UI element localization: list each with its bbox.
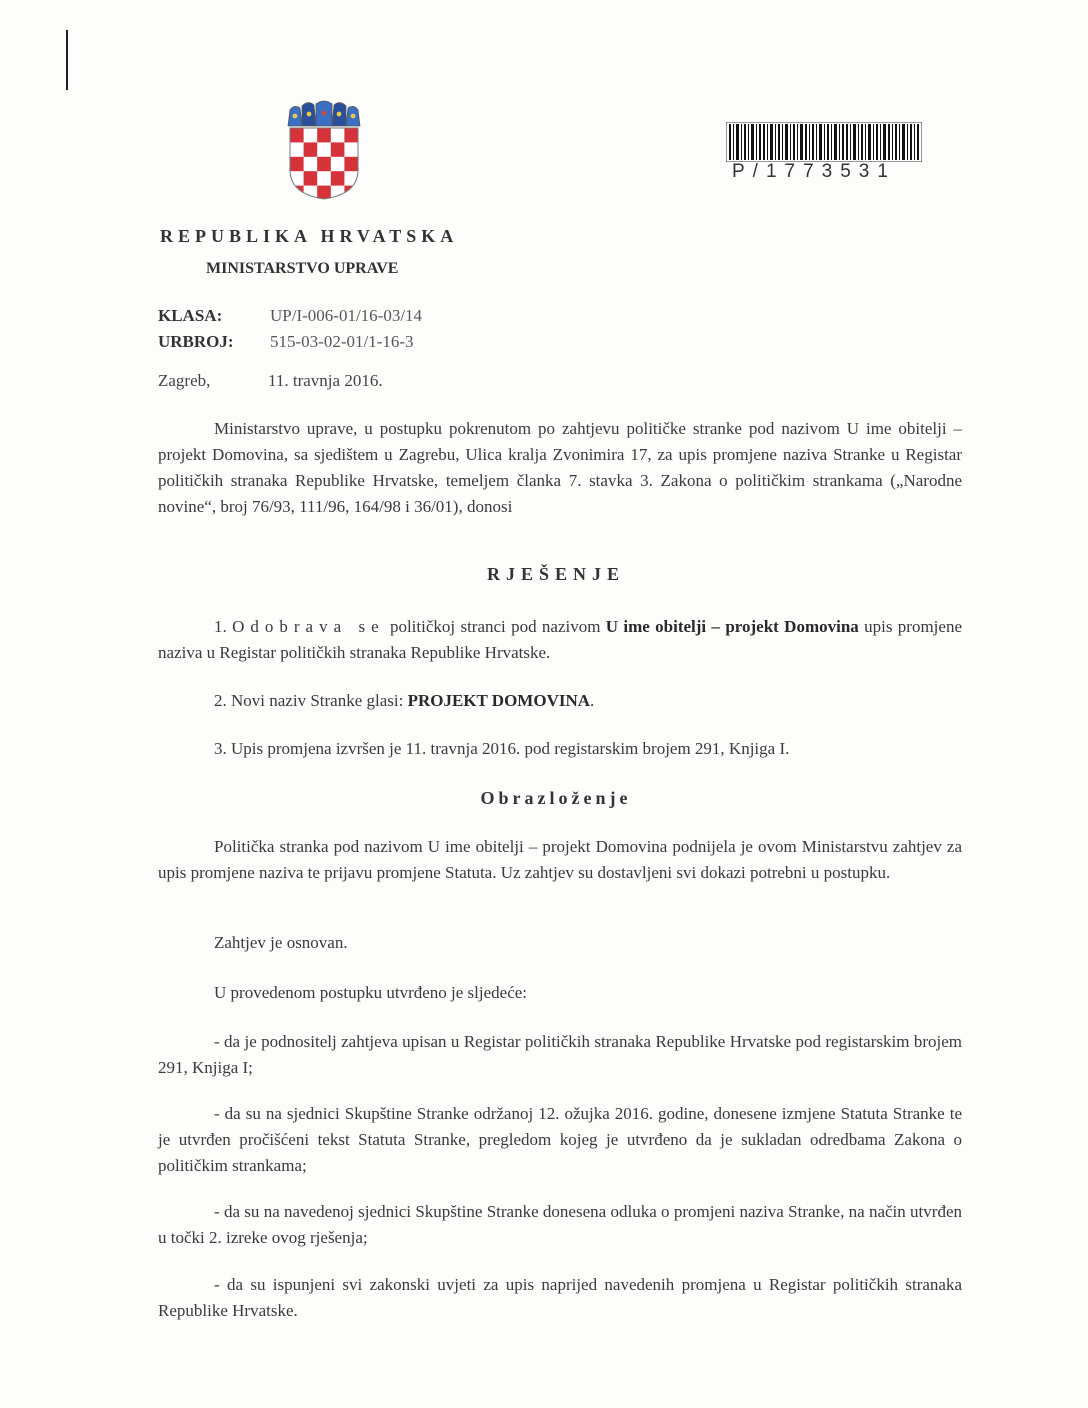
item-1-suffix: upis promjene naziva u Registar političkih stranaka Republike Hrvatske. (158, 617, 962, 662)
intro-paragraph: Ministarstvo uprave, u postupku pokrenutom po zahtjevu političke stranke pod nazivom U ime obitelji – projekt Domovina, sa sjedištem u Zagrebu, Ulica kralja Zvonimira 17, za upis promjene naziva Stranke u Registar političkih stranaka Republike Hrvatske, temeljem članka 7. stavka 3. Zakona o političkim strankama („Narodne novine“, broj 76/93, 111/96, 164/98 i 36/01), donosi (158, 419, 962, 516)
reasoning-paragraph-1: Politička stranka pod nazivom U ime obitelji – projekt Domovina podnijela je ovom Ministarstvu zahtjev za upis promjene naziva te prijavu promjene Statuta. Uz zahtjev su dostavljeni svi dokazi potrebni u postupku. (158, 837, 962, 882)
rjesenje-heading: RJEŠENJE (486, 564, 626, 584)
barcode-icon (726, 122, 922, 162)
coat-of-arms-icon (284, 100, 364, 200)
place-date-line (158, 371, 383, 391)
barcode-number: P/1773531 (732, 162, 922, 182)
country-name: REPUBLIKA HRVATSKA (160, 226, 459, 246)
finding-item-2: - da su na sjednici Skupštine Stranke održanoj 12. ožujka 2016. godine, donesene izmjene Statuta Stranke te je utvrđen pročišćeni tekst Statuta Stranke, pregledom kojeg je utvrđeno da je sukladan odredbama Zakona o političkim strankama; (158, 1104, 962, 1175)
item-1-text: političkoj stranci pod nazivom (384, 617, 606, 636)
decision-item-2 (158, 688, 962, 714)
decision-item-3: 3. Upis promjena izvršen je 11. travnja 2016. pod registarskim brojem 291, Knjiga I. (214, 739, 790, 758)
place: Zagreb, (158, 371, 211, 390)
item-2-text: 2. Novi naziv Stranke glasi: (214, 691, 408, 710)
item-2-suffix: . (590, 691, 595, 710)
obrazlozenje-heading: Obrazloženje (480, 788, 632, 808)
finding-item-3: - da su na navedenoj sjednici Skupštine Stranke donesena odluka o promjeni naziva Stranke, na način utvrđen u točki 2. izreke ovog rješenja; (158, 1202, 962, 1247)
party-new-name: PROJEKT DOMOVINA (407, 691, 591, 710)
reasoning-paragraph-3: U provedenom postupku utvrđeno je sljedeće: (214, 983, 528, 1002)
klasa-value: UP/I-006-01/16-03/14 (270, 306, 423, 325)
ministry-name: MINISTARSTVO UPRAVE (206, 260, 399, 277)
urbroj-line (158, 332, 414, 352)
document-date: 11. travnja 2016. (268, 371, 383, 390)
finding-item-4: - da su ispunjeni svi zakonski uvjeti za upis naprijed navedenih promjena u Registar političkih stranaka Republike Hrvatske. (158, 1275, 962, 1320)
document-barcode (726, 122, 922, 180)
item-1-number: 1. (214, 617, 233, 636)
scan-artifact-line (66, 30, 68, 90)
urbroj-value: 515-03-02-01/1-16-3 (270, 332, 414, 351)
party-old-name: U ime obitelji – projekt Domovina (605, 617, 859, 636)
klasa-line (158, 306, 422, 326)
klasa-label: KLASA: (158, 306, 223, 325)
decision-item-1 (158, 614, 962, 666)
finding-item-1: - da je podnositelj zahtjeva upisan u Registar političkih stranaka Republike Hrvatske pod registarskim brojem 291, Knjiga I; (158, 1032, 962, 1077)
urbroj-label: URBROJ: (158, 332, 234, 351)
item-1-verb: Odobrava se (232, 617, 385, 636)
reasoning-paragraph-2: Zahtjev je osnovan. (214, 933, 348, 952)
